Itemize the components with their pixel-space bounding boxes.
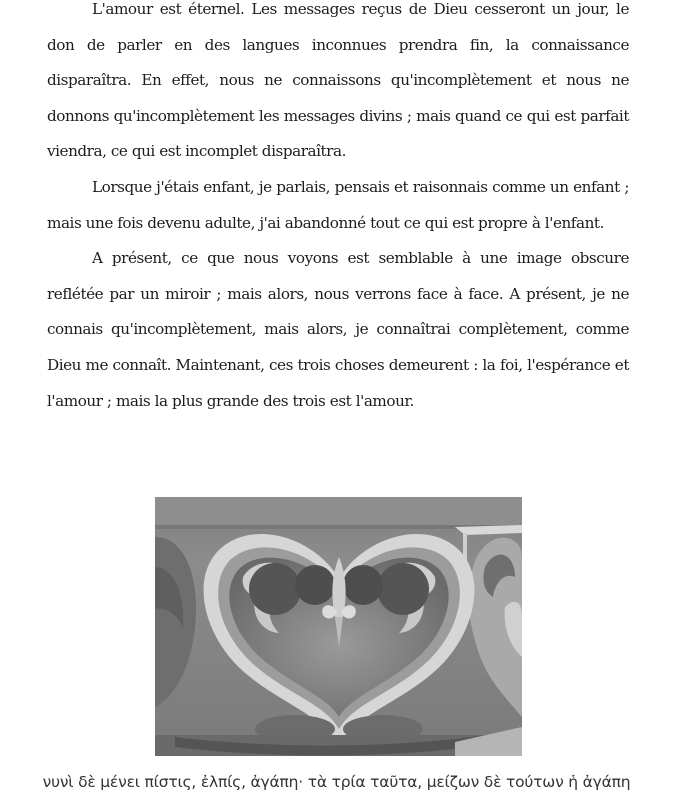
paragraph-2: Lorsque j'étais enfant, je parlais, pensais et raisonnais comme un enfant ; mais une fois devenu adulte, j'ai abandonné tout ce qui est propre à l'enfant. — [47, 177, 629, 232]
paragraph-3: A présent, ce que nous voyons est semblable à une image obscure reflétée par un miroir ; mais alors, nous verrons face à face. A présent, je ne connais qu'incomplètement, mais alors, je connaîtrai complètement, comme Dieu me connaît. Maintenant, ces trois choses demeurent : la foi, l'espérance et l'amour ; mais la plus grande des trois est l'amour. — [47, 249, 629, 410]
greek-caption: νυνὶ δὲ μένει πίστις, ἐλπίς, ἀγάπη· τὰ τρία ταῦτα, μείζων δὲ τούτων ἡ ἀγάπη — [42, 773, 631, 791]
heart-tracery-photo — [155, 497, 522, 756]
document-page — [47, 0, 629, 419]
body-text — [47, 0, 629, 419]
heart-tracery-image — [155, 497, 522, 756]
paragraph-1: L'amour est éternel. Les messages reçus de Dieu cesseront un jour, le don de parler en des langues inconnues prendra fin, la connaissance disparaîtra. En effet, nous ne connaissons qu'incomplètement et nous ne donnons qu'incomplètement les messages divins ; mais quand ce qui est parfait viendra, ce qui est incomplet disparaîtra. — [47, 0, 629, 161]
